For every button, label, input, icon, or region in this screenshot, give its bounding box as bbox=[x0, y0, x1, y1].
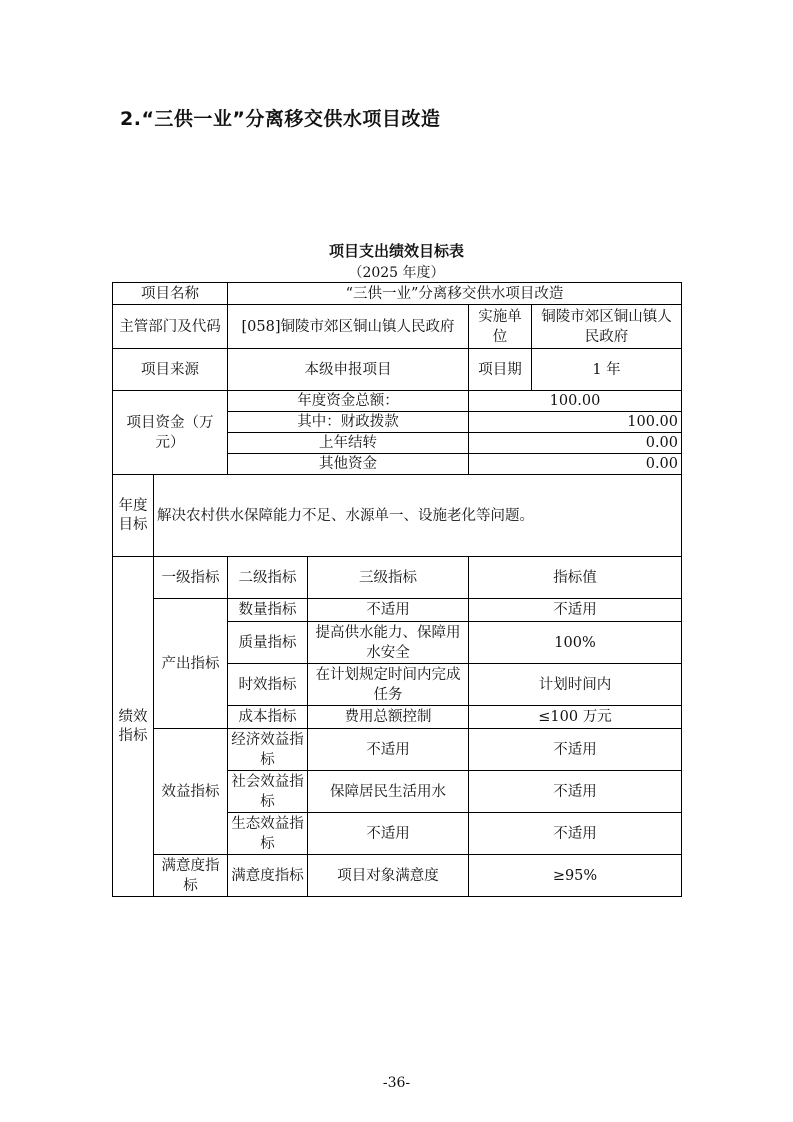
section-heading: 2.“三供一业”分离移交供水项目改造 bbox=[120, 108, 441, 130]
table-row-l3: 不适用 bbox=[308, 813, 469, 855]
output-label: 产出指标 bbox=[154, 599, 228, 729]
table-row-l2: 社会效益指标 bbox=[228, 771, 308, 813]
perf-label: 绩效指标 bbox=[113, 557, 154, 897]
header-value: 指标值 bbox=[469, 557, 682, 599]
period-label: 项目期 bbox=[469, 349, 532, 391]
funds-carry-value: 0.00 bbox=[469, 433, 682, 454]
goal-label: 年度目标 bbox=[113, 475, 154, 557]
satisfaction-label: 满意度指标 bbox=[154, 855, 228, 897]
table-row-l2: 经济效益指标 bbox=[228, 729, 308, 771]
table-row-l3: 费用总额控制 bbox=[308, 706, 469, 729]
table-year: （2025 年度） bbox=[348, 265, 445, 281]
header-level1: 一级指标 bbox=[154, 557, 228, 599]
funds-total-value: 100.00 bbox=[469, 391, 682, 412]
table-row-value: ≤100 万元 bbox=[469, 706, 682, 729]
table-row-l2: 时效指标 bbox=[228, 664, 308, 706]
table-row-l3: 项目对象满意度 bbox=[308, 855, 469, 897]
table-row-l3: 不适用 bbox=[308, 729, 469, 771]
table-row-l3: 在计划规定时间内完成任务 bbox=[308, 664, 469, 706]
funds-fiscal-value: 100.00 bbox=[469, 412, 682, 433]
dept-label: 主管部门及代码 bbox=[113, 305, 228, 349]
funds-total-label: 年度资金总额： bbox=[228, 391, 469, 412]
table-row-l3: 提高供水能力、保障用水安全 bbox=[308, 622, 469, 664]
table-row-l2: 质量指标 bbox=[228, 622, 308, 664]
impl-label: 实施单位 bbox=[469, 305, 532, 349]
table-row-value: 不适用 bbox=[469, 729, 682, 771]
table-row-l2: 成本指标 bbox=[228, 706, 308, 729]
effect-label: 效益指标 bbox=[154, 729, 228, 855]
source-label: 项目来源 bbox=[113, 349, 228, 391]
table-row-value: 不适用 bbox=[469, 771, 682, 813]
project-name-value: “三供一业”分离移交供水项目改造 bbox=[228, 283, 682, 305]
funds-other-value: 0.00 bbox=[469, 454, 682, 475]
impl-value: 铜陵市郊区铜山镇人民政府 bbox=[532, 305, 682, 349]
period-value: 1 年 bbox=[532, 349, 682, 391]
header-level3: 三级指标 bbox=[308, 557, 469, 599]
page-number: -36- bbox=[382, 1075, 411, 1091]
header-level2: 二级指标 bbox=[228, 557, 308, 599]
project-name-label: 项目名称 bbox=[113, 283, 228, 305]
table-row-l2: 生态效益指标 bbox=[228, 813, 308, 855]
table-row-value: 计划时间内 bbox=[469, 664, 682, 706]
table-row-l3: 保障居民生活用水 bbox=[308, 771, 469, 813]
funds-label: 项目资金（万元） bbox=[113, 391, 228, 475]
goal-value: 解决农村供水保障能力不足、水源单一、设施老化等问题。 bbox=[154, 475, 682, 557]
table-row-value: ≥95% bbox=[469, 855, 682, 897]
performance-target-table bbox=[112, 282, 682, 897]
table-row-l2: 数量指标 bbox=[228, 599, 308, 622]
funds-carry-label: 上年结转 bbox=[228, 433, 469, 454]
table-row-value: 不适用 bbox=[469, 599, 682, 622]
table-row-l3: 不适用 bbox=[308, 599, 469, 622]
dept-value: [058]铜陵市郊区铜山镇人民政府 bbox=[228, 305, 469, 349]
funds-other-label: 其他资金 bbox=[228, 454, 469, 475]
table-row-value: 100% bbox=[469, 622, 682, 664]
table-row-l2: 满意度指标 bbox=[228, 855, 308, 897]
source-value: 本级申报项目 bbox=[228, 349, 469, 391]
table-title: 项目支出绩效目标表 bbox=[328, 242, 464, 260]
funds-fiscal-label: 其中：财政拨款 bbox=[228, 412, 469, 433]
table-row-value: 不适用 bbox=[469, 813, 682, 855]
